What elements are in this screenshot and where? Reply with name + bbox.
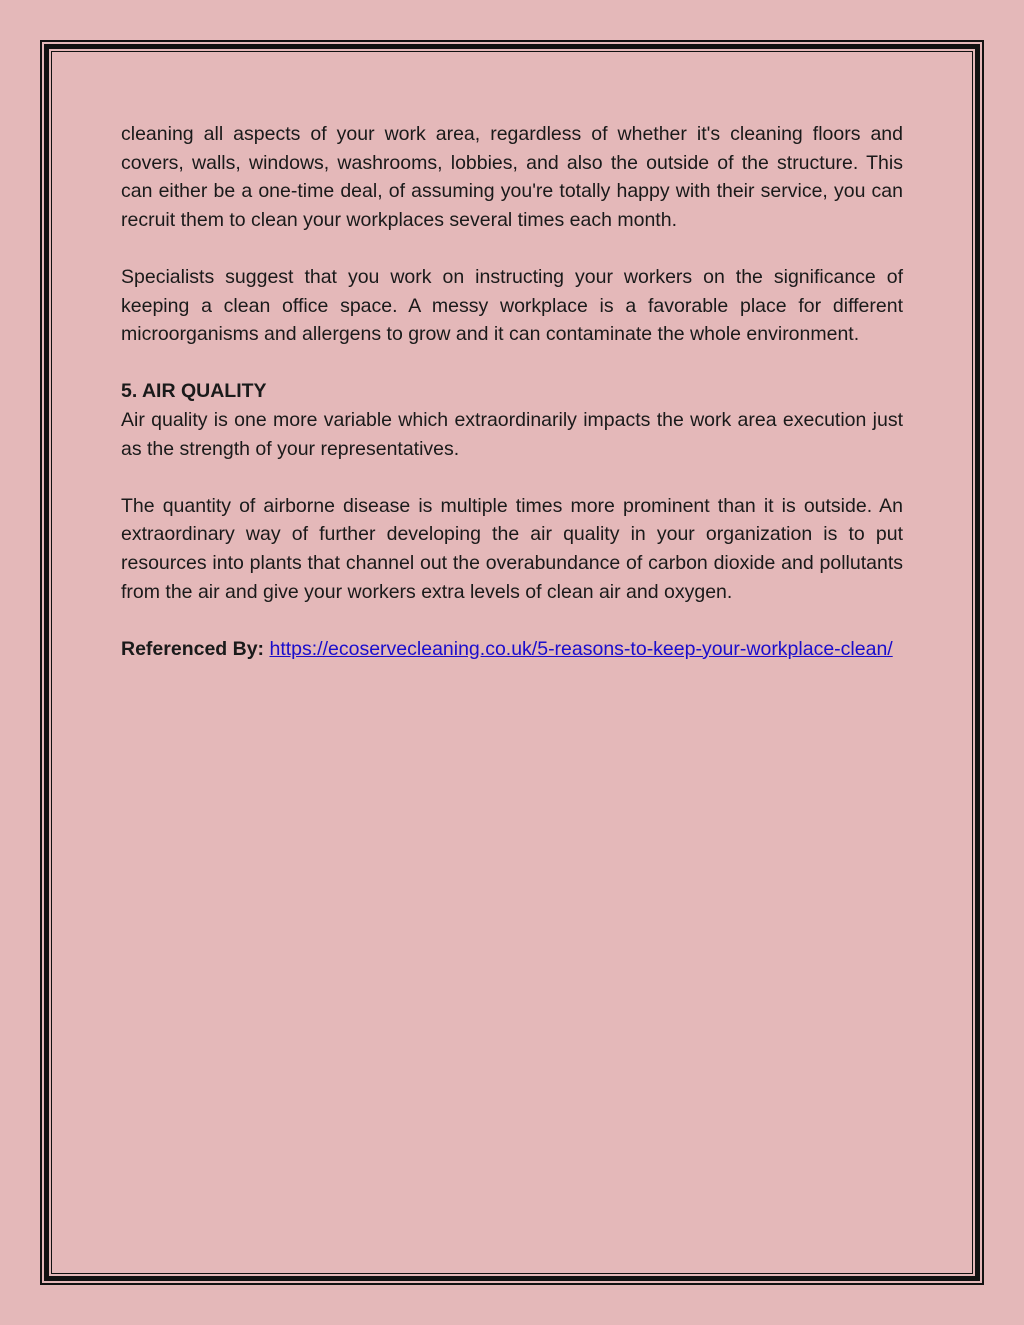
paragraph-airborne-disease: The quantity of airborne disease is multiple times more prominent than it is outside. An extraordinary way of further developing the air quality in your organization is to put resources into plants that channel out the overabundance of carbon dioxide and pollutants from the air and give your workers extra levels of clean air and oxygen. [121, 494, 903, 603]
reference-link[interactable]: https://ecoservecleaning.co.uk/5-reasons-to-keep-your-workplace-clean/ [269, 637, 893, 660]
paragraph-cleaning-services: cleaning all aspects of your work area, regardless of whether it's cleaning floors and covers, walls, windows, washrooms, lobbies, and also the outside of the structure. This can either be a one-time deal, of assuming you're totally happy with their service, you can recruit them to clean your workplaces several times each month. [121, 123, 903, 231]
reference-line [121, 635, 903, 664]
document-body [121, 120, 903, 663]
section-heading-air-quality: 5. AIR QUALITY [121, 380, 267, 403]
paragraph-air-quality: Air quality is one more variable which extraordinarily impacts the work area execution just as the strength of your representatives. [121, 408, 903, 460]
paragraph-specialists: Specialists suggest that you work on instructing your workers on the significance of keeping a clean office space. A messy workplace is a favorable place for different microorganisms and allergens to grow and it can contaminate the whole environment. [121, 265, 903, 346]
reference-label: Referenced By: [121, 637, 265, 660]
